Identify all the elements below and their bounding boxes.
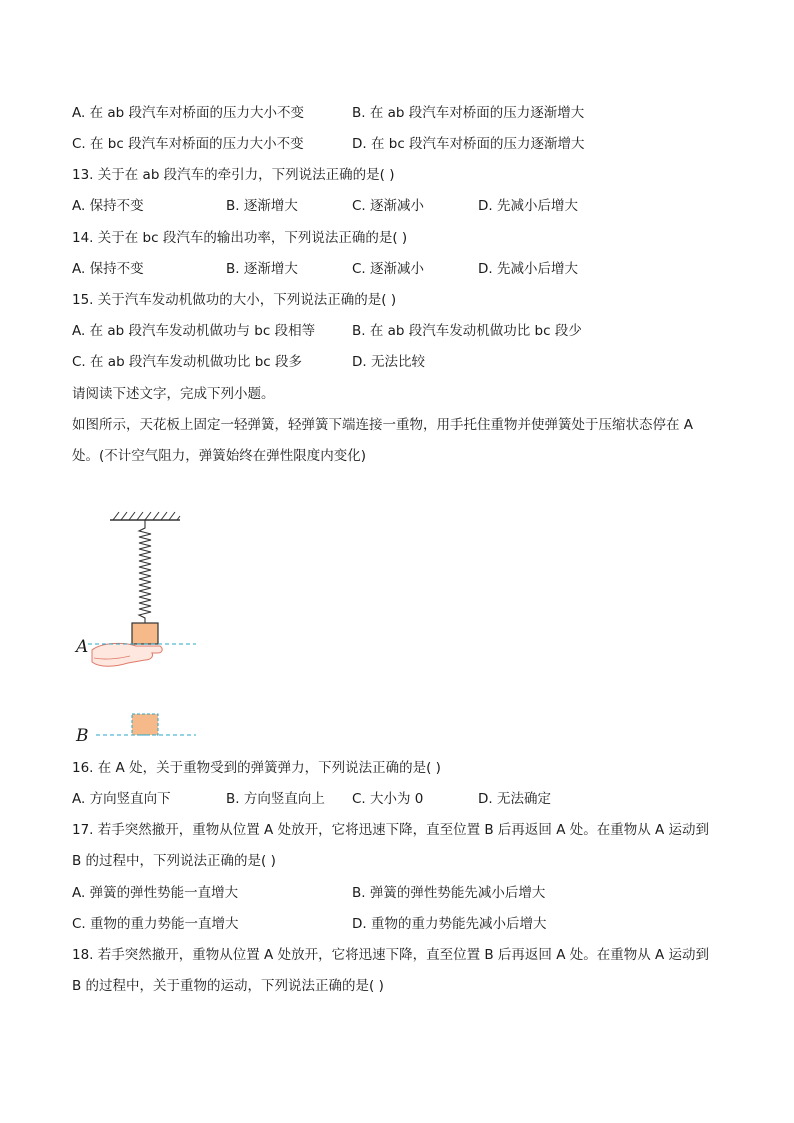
q12-option-c: C. 在 bc 段汽车对桥面的压力大小不变 [72, 136, 304, 152]
spring-figure [70, 500, 210, 750]
q14-option-b: B. 逐渐增大 [226, 261, 298, 277]
q16-stem: 16. 在 A 处，关于重物受到的弹簧弹力，下列说法正确的是( ) [72, 760, 441, 776]
q16-option-a: A. 方向竖直向下 [72, 791, 171, 807]
q13-option-b: B. 逐渐增大 [226, 198, 298, 214]
q17-stem-line2: B 的过程中，下列说法正确的是( ) [72, 853, 276, 869]
ceiling [110, 512, 180, 520]
scenario-paragraph-line2: 处。(不计空气阻力，弹簧始终在弹性限度内变化) [72, 448, 367, 464]
q15-option-b: B. 在 ab 段汽车发动机做功比 bc 段少 [352, 323, 582, 339]
q12-option-b: B. 在 ab 段汽车对桥面的压力逐渐增大 [352, 105, 585, 121]
q15-stem: 15. 关于汽车发动机做功的大小，下列说法正确的是( ) [72, 292, 397, 308]
q16-option-c: C. 大小为 0 [352, 791, 424, 807]
spring [139, 520, 151, 623]
q16-option-d: D. 无法确定 [478, 791, 551, 807]
q13-option-c: C. 逐渐减小 [352, 198, 425, 214]
q13-option-a: A. 保持不变 [72, 198, 144, 214]
q16-option-b: B. 方向竖直向上 [226, 791, 325, 807]
label-a: A [76, 637, 89, 657]
q18-stem-line2: B 的过程中，关于重物的运动，下列说法正确的是( ) [72, 978, 384, 994]
q15-option-d: D. 无法比较 [352, 354, 425, 370]
q14-option-a: A. 保持不变 [72, 261, 144, 277]
q13-option-d: D. 先减小后增大 [478, 198, 578, 214]
label-b: B [76, 726, 89, 746]
q12-option-a: A. 在 ab 段汽车对桥面的压力大小不变 [72, 105, 305, 121]
weight-block-at-b [132, 714, 158, 735]
q15-option-a: A. 在 ab 段汽车发动机做功与 bc 段相等 [72, 323, 316, 339]
q15-option-c: C. 在 ab 段汽车发动机做功比 bc 段多 [72, 354, 303, 370]
weight-block-at-a [132, 623, 158, 644]
q14-option-d: D. 先减小后增大 [478, 261, 578, 277]
q17-option-b: B. 弹簧的弹性势能先减小后增大 [352, 885, 546, 901]
q14-option-c: C. 逐渐减小 [352, 261, 425, 277]
reading-instruction: 请阅读下述文字，完成下列小题。 [72, 386, 275, 402]
q17-option-a: A. 弹簧的弹性势能一直增大 [72, 885, 239, 901]
scenario-paragraph-line1: 如图所示，天花板上固定一轻弹簧，轻弹簧下端连接一重物，用手托住重物并使弹簧处于压缩状态停在 A [72, 417, 694, 433]
q13-stem: 13. 关于在 ab 段汽车的牵引力，下列说法正确的是( ) [72, 167, 395, 183]
hand-icon [92, 643, 162, 666]
q18-stem-line1: 18. 若手突然撤开，重物从位置 A 处放开，它将迅速下降，直至位置 B 后再返回 A 处。在重物从 A 运动到 [72, 947, 710, 963]
q17-option-c: C. 重物的重力势能一直增大 [72, 916, 239, 932]
q17-stem-line1: 17. 若手突然撤开，重物从位置 A 处放开，它将迅速下降，直至位置 B 后再返回 A 处。在重物从 A 运动到 [72, 822, 710, 838]
q12-option-d: D. 在 bc 段汽车对桥面的压力逐渐增大 [352, 136, 585, 152]
q14-stem: 14. 关于在 bc 段汽车的输出功率，下列说法正确的是( ) [72, 230, 408, 246]
q17-option-d: D. 重物的重力势能先减小后增大 [352, 916, 547, 932]
